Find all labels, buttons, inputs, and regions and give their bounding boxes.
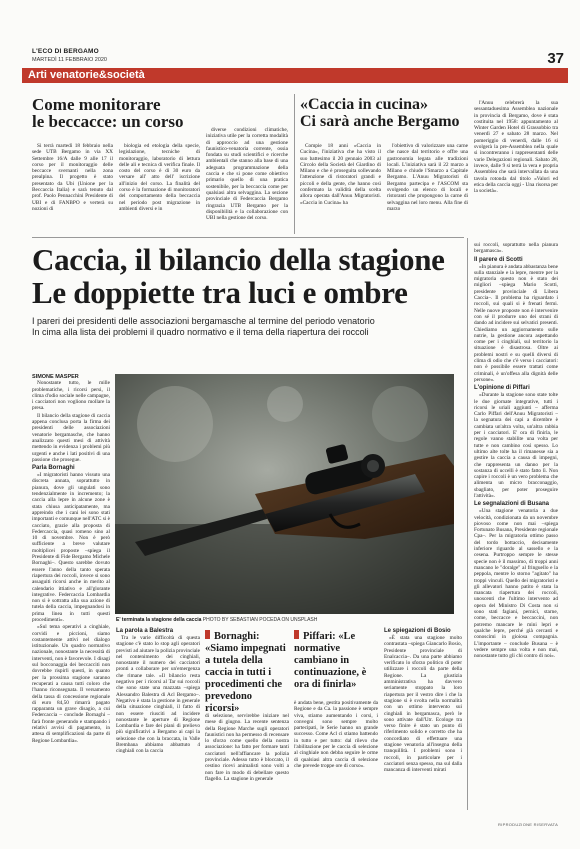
main-deck-line1: I pareri dei presidenti delle associazioni bergamasche al termine del periodo venatorio	[32, 316, 375, 326]
quote-bornaghi	[205, 630, 289, 715]
subhead-piffari: L'opinione di Piffari	[474, 385, 530, 392]
page-number: 37	[547, 50, 564, 67]
main-deck-line2: In cima alla lista dei problemi il quadro normativo e il tema della riapertura dei roccoli	[32, 327, 369, 337]
main-col3	[205, 713, 289, 817]
main-col6	[474, 242, 558, 822]
article2-col1-text: Compie 18 anni «Caccia in Cucina», l'iniziativa che ha visto il suo battesimo il 20 gennaio 2003 al Circolo della Società del Giardino di Milano e che è proseguita sollevando l'attenzione di ristoratori grandi e piccoli e della gente, che hanno così confermato la validità della scelta allora operata dall'Anuu Migratoristi. «Caccia in Cucina» ha	[300, 143, 381, 206]
article1-col2	[119, 143, 200, 233]
rifle-photo	[115, 374, 454, 614]
main-col2	[116, 627, 200, 817]
article2-headline-line1: «Caccia in cucina»	[300, 96, 428, 113]
article1-headline-line2: le beccacce: un corso	[32, 112, 184, 131]
rifle-image	[115, 374, 454, 614]
article2-col1	[300, 143, 381, 233]
photo-caption-text: E' terminata la stagione della caccia	[116, 617, 202, 623]
article1-col3	[206, 127, 288, 233]
column-divider	[294, 94, 295, 234]
masthead-date: MARTEDÌ 11 FEBBRAIO 2020	[32, 57, 107, 63]
main-col1-p4: «Sul tema operativi a cinghiale, corvidi e piccioni, siamo costantemente attivi nel dialogo istituzionale. Un quadro normativo nazionale, nonostante la necessità di interventi, non è favorevole. I disagi sul bocconaggia dei beccacciti non dovrebbe rispirli questi, in quanto per la prossima stagione saranno recuperati a causa tutti coloro che l'hanno riconsegnata. Il versamento della tassa di concessione regionale di euro 84,50 rimarrà pagato rapparanta un grave disagio, a cui Federcaccia – conclude Bornaghi – farà fronte generando e stampando i relativi avvisi di pagamento, in attesa di semplificazioni da parte di Regione Lombardia».	[32, 624, 110, 744]
main-col6-p1: sui roccoli, soprattutto nella pianura bergamasca».	[474, 242, 558, 255]
footer-credit: RIPRODUZIONE RISERVATA	[498, 822, 559, 827]
subhead-bosio: Le spiegazioni di Bosio	[384, 628, 451, 634]
main-col4	[294, 700, 378, 817]
photo-credit: PHOTO BY SEBASTIAN POCEDA ON UNSPLASH	[202, 617, 318, 623]
section-divider	[32, 237, 464, 238]
article2-col3	[474, 100, 558, 233]
subhead-scotti: Il parere di Scotti	[474, 256, 523, 263]
article1-headline-line1: Come monitorare	[32, 95, 161, 114]
main-col5	[384, 627, 462, 817]
main-headline-line1: Caccia, il bilancio della stagione	[32, 242, 445, 277]
main-col6-p4: «Una stagione venatoria a due velocità, condizionata da un novembre piovoso come non mai –spiega Fortunato Busana, Presidente regionale Cpa–. Per la migratoria ottimo passo del tordo bottaccio, decisamente inferiore riguardo al sassello e la cesena. Purtroppo sempre le stesse specie non è il massimo, di troppi anni mancano le "doralge" al fringuello e la peppola, mentre lo storno "agitato" ha troppi vinculi. Quello dei migratoristi e gli allevatori hanno patito è stata la mancata riapertura dei roccoli, unoscenti che l'ultimo intervento ad opera del Ministro Di Costa non si sono stati fagiani, pernici, starne, come, beccacce e beccaccini, non potremo mancare le mini lepri e qualche lepre, perché già cercasti e conoscimi in gioiosa compagnia. L'importante – conclude Busana – è vedere sempre una volta e non mai, nonostante tutto gli chi contro di noi».	[474, 508, 558, 660]
main-deck	[32, 316, 467, 338]
article2-headline-line2: Ci sarà anche Bergamo	[300, 113, 460, 130]
article1-headline	[32, 96, 262, 130]
main-col6-p2: «In pianura è andata abbastanza bene sulla stanziale e la lepre, mentre per la migratoria questo non è stato dei migliori –spiega Mario Scotti, presidente provinciale di Libera Caccia–. Il problema ha riguardato i roccoli, sui quali si è frenati fermi. Nelle nuove proposte non è intervenire con sé il produrre uno dei strani di dando ad incidere sui selvatici presenti. Chiediamo un aggiornamento sulle nutrie, la gestione ancora aspettando come per i cinghiali, sul territorio la situazione è disastrosa. Oltre ai problemi nostri e su quelli diversi di clima di odio che c'è verso i cacciatori: non è possibile essere trattati come criminali, è un'offesa alla dignità delle persone».	[474, 263, 558, 383]
quote-piffari	[294, 630, 378, 691]
main-col1-p3: «I migratoristi hanno vissuto una discreta annata, soprattutto in pianura, dove gli ungulati sono tendenzialmente in incremento; la caccia alla lepre in alcune zone è stata chiusa anticipatamente, ma appreindo che i cani lei sono stati importanti e comunque nell'ATC si è cacciato, grazie alla proposta di Federcaccia, quasi romeno sino al 10 di novembre. Non è però sufficiente a breve valutare moltiplicei proposte –spiega il Presidente di Fide Bergamo Michele Bornaghi–. Questo sarebbe dovuto essere l'anno della tanto sperata riapertura dei roccoli, invece si sono assaguiti ricorsi anche in merito al calendario ittiativo e all'glorante integrative. Federcaccia Lombardia non si è sottratta alla sua azione di tutela della caccia, impegnandosi in prima linea in tutti questi procedimenti».	[32, 472, 110, 623]
quote-piffari-text: Piffari: «Le normative cambiano in continuazione, è ora di finirla»	[294, 631, 367, 690]
subhead-bornaghi: Parla Bornaghi	[32, 465, 75, 472]
main-col6-p3: «Durante la stagione sono state tolte le due giornate integrative, tutti i ricorsi le uriali aggiunti – afferma Carlo Piffari dell'Anuu Migratoristi – la segnatura dei capi a dicembre è cambiata un'altra volta, un'altra rabbia per i cacciatori. E' ora di finirla, le regole vanno stabilite una volta per tutte e non cambino così spesso. Lo ultimo alte tolte ha il rimanesse sia a gestire la caccia a causa di impegni, che rappresenta un danno per la sostanza di uccelli è stato fatto lì. Non capire i roccoli è un vero problema che alimenta un micro bracconaggio, sbagliato, per poter proseguire l'attività».	[474, 392, 558, 499]
section-label: Arti venatorie&società	[28, 69, 145, 81]
subhead-busana: Le segnalazioni di Busana	[474, 501, 550, 508]
article2-col2	[387, 143, 468, 233]
article1-col3-text: diverse condizioni climatiche, iniziativa utile per la corretta modalità di approccio ad una gestione faunistico-venatoria corrente, ossia fondata su studi scientifici e ricerche ambientali che stanno alla base di una adeguata programmazione della caccia e che si pone come obiettivo primario quello di una pratica sostenibile, per la beccaccia come per qualsiasi altra selvaggina. La sezione provinciale di Federcaccia Bergamo ringrazia UTB Bergamo per la disponibilità e la collaborazione con UBI nella gestione del corso.	[206, 127, 288, 222]
article1-col1-text: Si terrà martedì 18 febbraio nella sede UTB Bergamo in via XX Settembre 16/A dalle 9 alle 17 il corso per il monitoraggio delle beccacce svernanti nella zona prealpina. Il progetto è stato presentato da Ubi (Unione per la Beccaccia Italia) e sarà tenuto dal prof. Paolo Pennacchini Presidente di UBI e di FANBPO e verterà su nozioni di	[32, 143, 113, 212]
masthead-paper: L'ECO DI BERGAMO	[32, 48, 99, 55]
article1-col1	[32, 143, 113, 233]
main-col2-p1: Tra le varie difficoltà di questa stagione c'è stato lo stop agli operatori previsti ad aiutare la polizia provinciale nel contenimento dei cinghiali, nonostante il numero dei cacciatori pronti a collaborare per un'emergenza che rimane tale. «Il bilancio resta negativo per i ricorsi al Tar sui roccoli che sono state una mazzata –spiega Alessandro Balestra di Acl Bergamo–. Negativo è stata la gestione in generale della situazione cinghiali, il fatto di non essere riusciti ad incidere nonostante le aperture di Regione Lombardia e fare dei piani di prelievo più significativi a Bergamo ai capi la selezione che con la braccata, in Valle Brembana abbiamo abbattuto 4 cinghiali con la caccia	[116, 635, 200, 755]
article1-col2-text: biologia ed etologia della specie, legislazione, tecniche di monitoraggio, laboratorio di lettura delle ali e tecnica di verifica finale. Il costo del corso è di 30 euro da versare all' atto dell' iscrizione all'inizio del corso. La finalità del corso è la formazione di monitoratori del comportamento della beccaccia nel periodo post migrazione in ambienti diversi e in	[119, 143, 200, 212]
main-col3-p1: di selezione, servirebbe iniziare nel mese di giugno. La recente sentenza della Regione Marche sugli operatori faunistici non ha permesso di recensare lo sforzo come quello della nostra associazione: ha fatto per formare tanti cacciatori nell'affiancare la polizia provinciale. Adesso tutto è bloccato, il cestino ricevi animalisti sono volti a non fare in modo di debellare questo flagello. La stagione in generale	[205, 713, 289, 782]
section-bar	[22, 68, 568, 83]
article2-headline	[300, 96, 480, 130]
byline: SIMONE MASPER	[32, 374, 79, 380]
main-headline-line2: Le doppiette tra luci e ombre	[32, 275, 408, 310]
main-col1-lead: Nonostante tutto, le mille problematiche, i ricorsi persi, il clima d'odio sociale nelle campagne, i cacciatori non vogliono mollare la presa.	[32, 380, 110, 412]
main-col1-p2: Il bilancio della stagione di caccia appena conclusa porta la firma dei presidenti delle associazioni venatorie bergamasche, che hanno analizzato questi mesi di attività mettendo in evidenza i problemi più urgenti e anche i lati positivi di una passione che prosegue.	[32, 412, 110, 463]
article2-col2-text: l'obiettivo di valorizzare una carne che nasce dal territorio e offre una gastronomia legata alle tradizioni locali. L'iniziativa sarà il 22 marzo a Milano e chiude l'Smarzo a Capitale Bergamo. L'Anuu Migratoristi di Bergamo partecipa e l'ASCOM sta svolgendo un elenco di locali e ristoranti che propongono la carne di selvaggina nel loro menu. Alla fine di marzo	[387, 143, 468, 212]
main-col1	[32, 374, 110, 824]
main-col5-p1: «È stata una stagione molto contrastata –spiega Giancarlo Bosio, Presidente provinciale di Enalcaccia–. Da una parte abbiamo verificato lo sforzo politico di poter utilizzare i roccoli da parte della Regione. La giustizia amministrativa ha davvero seriamente stoppato la loro riapertura per il vestro dire i che la stagione si è svolta nella normalità con un ottimo intervento sui cinghiali in bergamasca, però le sono attivate dall'Utr. Ecologe tra verso finire è stato un punto di riferimento solido e corretto che ha concordiato di effettuare una stagione venatoria all'insegna della tranquillità. I problemi sono i roccoli, in particolare per i cacciatori senza spesso, ma sul dalla mancanza di interventi mirati	[384, 635, 462, 774]
subhead-balestra: La parola a Balestra	[116, 628, 174, 634]
main-headline	[32, 243, 462, 309]
quote-bornaghi-text: Bornaghi: «Siamo impegnati a tutela della caccia in tutti i procedimenti che prevedono ricorsi»	[205, 631, 286, 714]
main-col4-p1: è andata bene, gestita positivamente da Regione e da Ca. la passione è sempre viva, stiamo aumentando i corsi, i convegni sono sempre molto partecipati, le Serie hanno un grande successo. Come Acl ci stiamo battendo in tutto e per tutto: dal rilevo che l'abilitazione per le caccia di selezione al cinghiale non debba seguire le orme di qualsiasi altra caccia di selezione che prevede troppe ore di corso».	[294, 700, 378, 769]
article2-col3-text: l'Anuu celebrerà la sua sessantaduesima Assemblea nazionale in provincia di Bergamo, dove è stata costituita nel 1958: appuntamento al Winter Garden Hotel di Grassobbio tra venerdì 27 e sabato 28 marzo. Nel pomeriggio di venerdì, dalle 16 si svolgerà la pre-Assemblea nella quale si incontreranno i rappresentanti delle varie Delegazioni regionali. Sabato 28, invece, dalle 9 si terrà la vera e propria Assemblea che sarà intervallata da una tavola rotonda dal titolo «Valori ed etica della caccia oggi - Una risorsa per la società».	[474, 100, 558, 195]
photo-caption	[116, 617, 317, 623]
masthead	[32, 48, 107, 64]
column-divider	[467, 238, 468, 810]
quote-marker	[205, 630, 210, 639]
quote-marker	[294, 630, 299, 639]
